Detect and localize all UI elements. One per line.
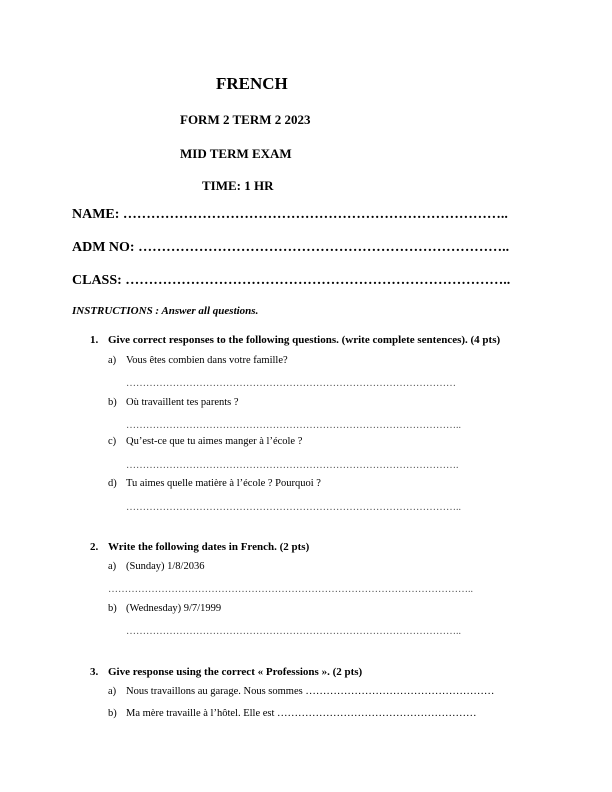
question-number: 1. — [90, 334, 99, 346]
question-number: 3. — [90, 666, 99, 678]
item-text: (Wednesday) 9/7/1999 — [126, 603, 222, 614]
item-letter: a) — [108, 561, 117, 572]
answer-line-2b[interactable]: ……………………………………………………………………………………….. — [126, 626, 461, 637]
item-text: (Sunday) 1/8/2036 — [126, 561, 205, 572]
item-text: Tu aimes quelle matière à l’école ? Pourquoi ? — [126, 478, 321, 489]
item-text: Qu’est-ce que tu aimes manger à l’école ? — [126, 436, 303, 447]
item-letter: b) — [108, 708, 117, 719]
question-1c — [108, 436, 302, 447]
question-text: Give response using the correct « Professions ». (2 pts) — [108, 666, 363, 678]
item-letter: c) — [108, 436, 117, 447]
page-title: FRENCH — [216, 74, 288, 93]
class-field[interactable]: CLASS: ……………………………………………………………………….. — [72, 273, 511, 288]
exam-time: TIME: 1 HR — [202, 178, 274, 193]
answer-line-1c[interactable]: ………………………………………………………………………………………. — [126, 460, 459, 471]
item-letter: a) — [108, 355, 117, 366]
question-1a — [108, 355, 288, 366]
question-1d — [108, 478, 321, 489]
answer-line-1a[interactable]: ……………………………………………………………………………………… — [126, 378, 456, 389]
item-letter: b) — [108, 603, 117, 614]
item-text: Vous êtes combien dans votre famille? — [126, 355, 288, 366]
answer-line-2a[interactable]: ……………………………………………………………………………………………….. — [108, 584, 473, 595]
adm-no-field[interactable]: ADM NO: …………………………………………………………………….. — [72, 240, 510, 255]
question-3a — [108, 686, 494, 697]
question-2b — [108, 603, 221, 614]
item-text: Ma mère travaille à l’hôtel. Elle est ………………………………………………… — [126, 708, 477, 719]
question-3b — [108, 708, 477, 719]
question-1-heading — [90, 334, 500, 346]
name-field[interactable]: NAME: ……………………………………………………………………….. — [72, 207, 508, 222]
item-text: Où travaillent tes parents ? — [126, 397, 239, 408]
question-text: Write the following dates in French. (2 pts) — [108, 541, 310, 553]
question-number: 2. — [90, 541, 99, 553]
answer-line-1b[interactable]: ……………………………………………………………………………………….. — [126, 420, 461, 431]
answer-line-1d[interactable]: ……………………………………………………………………………………….. — [126, 502, 461, 513]
item-letter: b) — [108, 397, 117, 408]
form-term: FORM 2 TERM 2 2023 — [180, 112, 311, 127]
question-text: Give correct responses to the following questions. (write complete sentences). (4 pts) — [108, 334, 501, 346]
question-3-heading — [90, 666, 362, 678]
item-letter: a) — [108, 686, 117, 697]
question-2-heading — [90, 541, 309, 553]
item-letter: d) — [108, 478, 117, 489]
instructions: INSTRUCTIONS : Answer all questions. — [72, 305, 259, 317]
question-1b — [108, 397, 239, 408]
exam-type: MID TERM EXAM — [180, 146, 292, 161]
question-2a — [108, 561, 204, 572]
item-text: Nous travaillons au garage. Nous sommes ……………………………………………… — [126, 686, 495, 697]
